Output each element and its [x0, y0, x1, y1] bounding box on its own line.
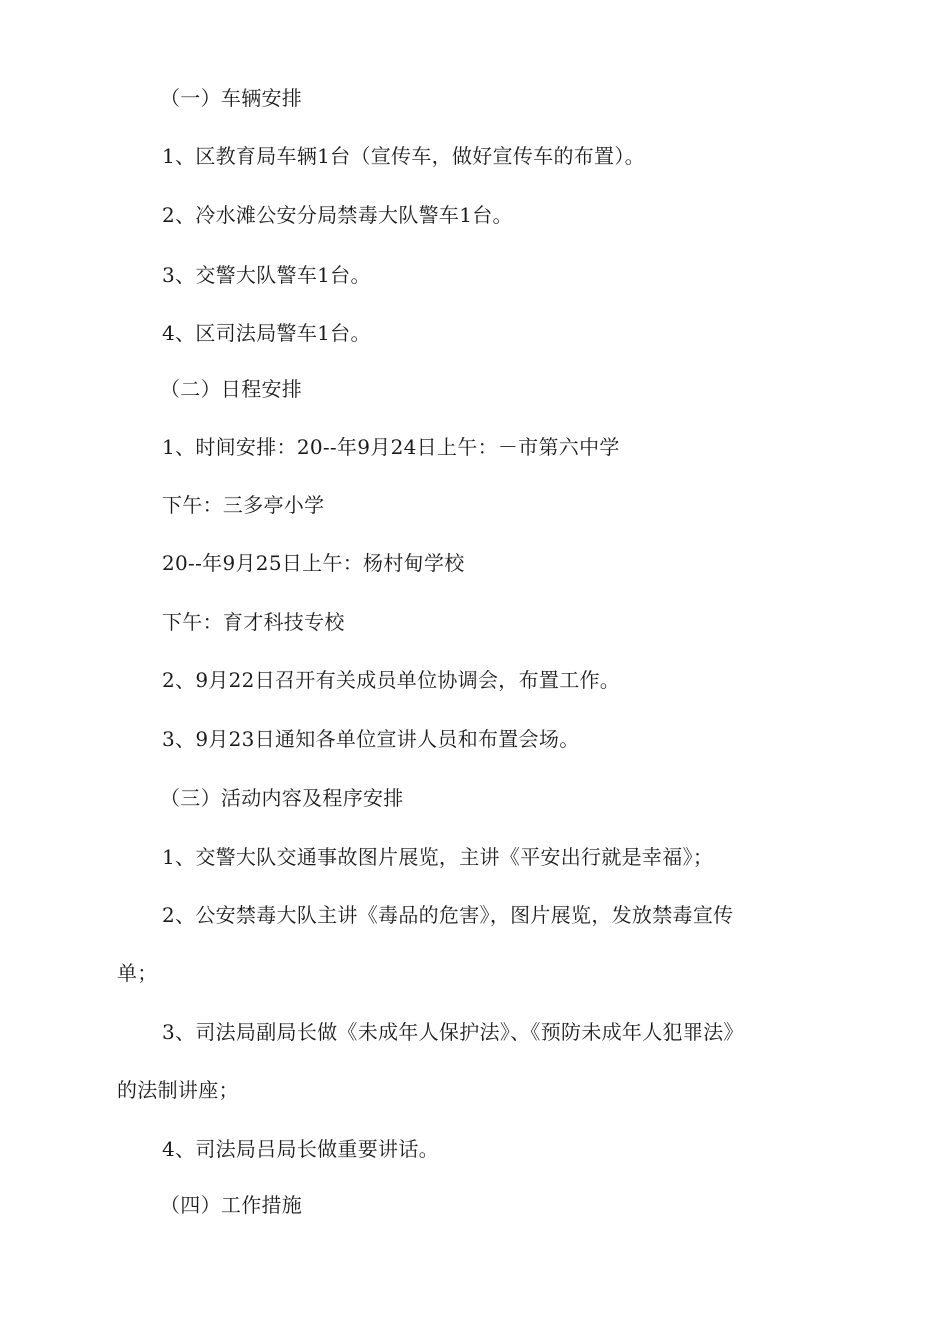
paragraph-line: 3、司法局副局长做《未成年人保护法》、《预防未成年人犯罪法》: [162, 1020, 744, 1044]
paragraph-line: 1、区教育局车辆1台（宣传车，做好宣传车的布置）。: [162, 144, 645, 168]
paragraph-line: 下午：育才科技专校: [162, 610, 345, 634]
paragraph-line: 4、司法局吕局长做重要讲话。: [162, 1137, 439, 1161]
paragraph-line: 3、9月23日通知各单位宣讲人员和布置会场。: [162, 727, 580, 751]
paragraph-line: 3、交警大队警车1台。: [162, 263, 371, 287]
paragraph-line: 1、时间安排：20--年9月24日上午：－市第六中学: [162, 435, 620, 459]
section-heading-vehicles: （一）车辆安排: [160, 86, 303, 110]
paragraph-line: 2、冷水滩公安分局禁毒大队警车1台。: [162, 203, 513, 227]
paragraph-line: 2、9月22日召开有关成员单位协调会，布置工作。: [162, 668, 621, 692]
paragraph-line-continuation: 的法制讲座；: [117, 1078, 239, 1102]
section-heading-measures: （四）工作措施: [160, 1193, 303, 1217]
paragraph-line-continuation: 单；: [117, 961, 158, 985]
section-heading-schedule: （二）日程安排: [160, 377, 303, 401]
paragraph-line: 下午：三多亭小学: [162, 493, 325, 517]
section-heading-activities: （三）活动内容及程序安排: [160, 786, 404, 810]
paragraph-line: 4、区司法局警车1台。: [162, 321, 371, 345]
paragraph-line: 2、公安禁毒大队主讲《毒品的危害》，图片展览，发放禁毒宣传: [162, 903, 734, 927]
paragraph-line: 1、交警大队交通事故图片展览，主讲《平安出行就是幸福》；: [162, 845, 714, 869]
paragraph-line: 20--年9月25日上午：杨村甸学校: [162, 551, 465, 575]
